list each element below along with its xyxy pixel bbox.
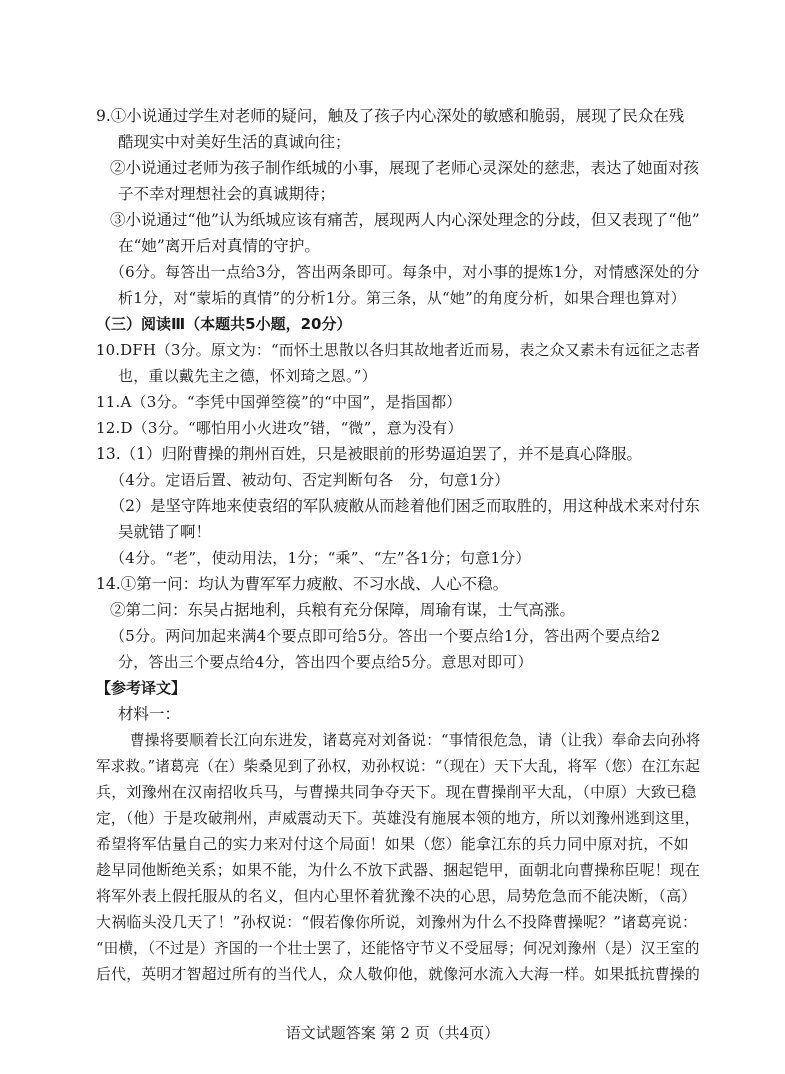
q14-item2: ②第二问：东吴占据地利，兵粮有充分保障，周瑜有谋，士气高涨。 [110, 601, 576, 619]
q9-item1-line1: 9.①小说通过学生对老师的疑问，触及了孩子内心深处的敏感和脆弱，展现了民众在残 [96, 107, 685, 125]
translation-line-9: “田横，（不过是）齐国的一个壮士罢了，还能恪守节义不受屈辱；何况刘豫州（是）汉王室的 [96, 939, 700, 957]
q13-part2-translation-line1: （2）是坚守阵地来使袁绍的军队疲敝从而趁着他们困乏而取胜的，用这种战术来对付东 [110, 497, 700, 515]
material-one-label: 材料一： [118, 705, 181, 723]
section-reading-3-heading: （三）阅读Ⅲ（本题共5小题，20分） [96, 315, 352, 333]
q9-item2-line2: 子不幸对理想社会的真诚期待； [118, 185, 336, 203]
q9-item3-line2: 在“她”离开后对真情的守护。 [118, 237, 320, 255]
q10-answer-line2: 也，重以戴先主之德，怀刘琦之恩。”） [118, 367, 377, 385]
q13-part2-scoring: （4分。“老”，使动用法，1分；“乘”、“左”各1分；句意1分） [110, 549, 531, 567]
reference-translation-heading: 【参考译文】 [96, 679, 187, 697]
q12-answer: 12.D（3分。“哪怕用小火进攻”错，“微”，意为没有） [96, 419, 463, 437]
translation-line-10: 后代，英明才智超过所有的当代人，众人敬仰他，就像河水流入大海一样。如果抵抗曹操的 [96, 965, 701, 983]
translation-line-4: 定，（他）于是攻破荆州，声威震动天下。英雄没有施展本领的地方，所以刘豫州逃到这里， [96, 809, 700, 827]
q9-item1-line2: 酷现实中对美好生活的真诚向往； [118, 133, 351, 151]
q11-answer: 11.A（3分。“李凭中国弹箜篌”的“中国”，是指国都） [96, 393, 462, 411]
q14-item1: 14.①第一问：均认为曹军军力疲敝、不习水战、人心不稳。 [96, 575, 509, 593]
translation-line-2: 军求救。”诸葛亮（在）柴桑见到了孙权，劝孙权说：“（现在）天下大乱，将军（您）在江东起 [96, 757, 700, 775]
q9-scoring-line2: 析1分，对“蒙垢的真情”的分析1分。第三条，从“她”的角度分析，如果合理也算对） [118, 289, 686, 307]
q9-item2-line1: ②小说通过老师为孩子制作纸城的小事，展现了老师心灵深处的慈悲，表达了她面对孩 [110, 159, 700, 177]
translation-line-1: 曹操将要顺着长江向东进发，诸葛亮对刘备说：“事情很危急，请（让我）奉命去向孙将 [130, 731, 701, 749]
translation-line-3: 兵，刘豫州在汉南招收兵马，与曹操共同争夺天下。现在曹操削平大乱，（中原）大致已稳 [96, 783, 697, 801]
translation-line-8: 大祸临头没几天了！”孙权说：“假若像你所说，刘豫州为什么不投降曹操呢？”诸葛亮说： [96, 913, 698, 931]
q9-item3-line1: ③小说通过“他”认为纸城应该有痛苦，展现两人内心深处理念的分歧，但又表现了“他” [110, 211, 700, 229]
q13-part1-scoring: （4分。定语后置、被动句、否定判断句各 分，句意1分） [110, 471, 510, 489]
translation-line-6: 趁早同他断绝关系；如果不能，为什么不放下武器、捆起铠甲，面朝北向曹操称臣呢！现在 [96, 861, 701, 879]
q13-part1-translation: 13.（1）归附曹操的荆州百姓，只是被眼前的形势逼迫罢了，并不是真心降服。 [96, 445, 643, 463]
q9-scoring-line1: （6分。每答出一点给3分，答出两条即可。每条中，对小事的提炼1分，对情感深处的分 [110, 263, 700, 281]
q10-answer-line1: 10.DFH（3分。原文为：“而怀土思散以各归其故地者近而易，表之众又素未有远征之志者 [96, 341, 701, 359]
q13-part2-translation-line2: 吴就错了啊！ [118, 523, 212, 541]
q14-scoring-line2: 分，答出三个要点给4分，答出四个要点给5分。意思对即可） [118, 653, 533, 671]
translation-line-5: 希望将军估量自己的实力来对付这个局面！如果（您）能拿江东的兵力同中原对抗，不如 [96, 835, 689, 853]
page-footer: 语文试题答案 第 2 页（共4页） [285, 1024, 500, 1042]
q14-scoring-line1: （5分。两问加起来满4个要点即可给5分。答出一个要点给1分，答出两个要点给2 [110, 627, 661, 645]
translation-line-7: 将军外表上假托服从的名义，但内心里怀着犹豫不决的心思，局势危急而不能决断，（高） [96, 887, 697, 905]
